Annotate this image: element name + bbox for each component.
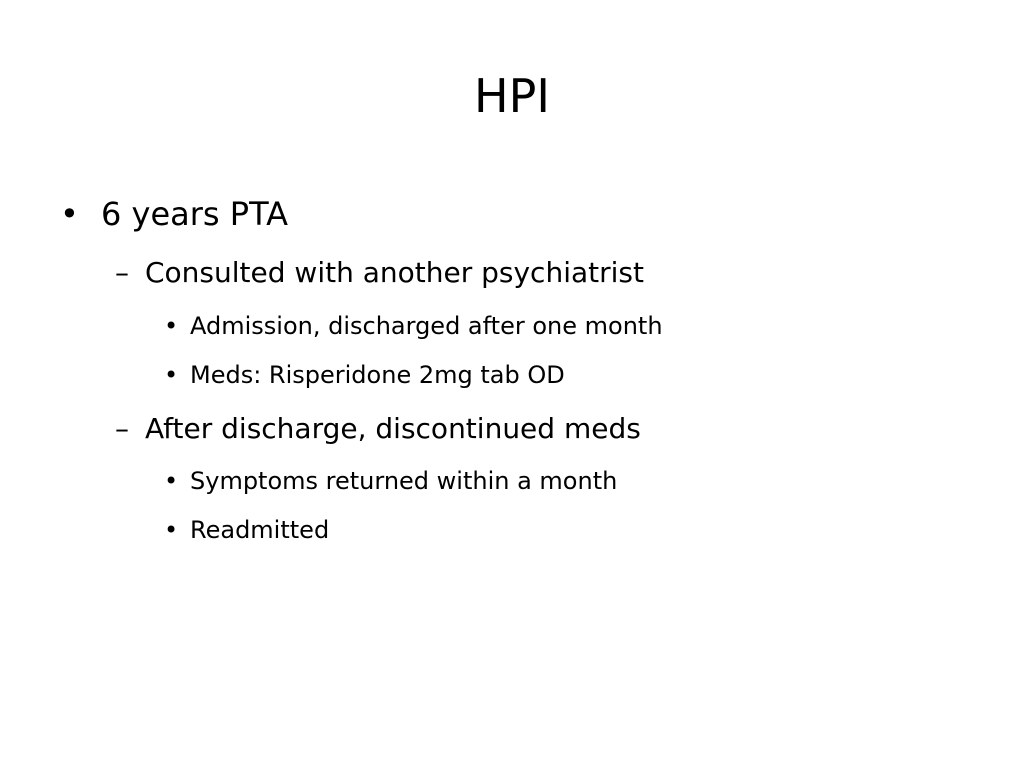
- dash-marker: –: [115, 256, 129, 289]
- bullet-text: Readmitted: [190, 516, 330, 544]
- dash-marker: –: [115, 412, 129, 445]
- bullet-text: Symptoms returned within a month: [190, 467, 618, 495]
- bullet-text: Consulted with another psychiatrist: [145, 256, 644, 289]
- slide-title: HPI: [474, 69, 550, 123]
- bullet-marker: •: [164, 312, 179, 340]
- bullet-text: 6 years PTA: [101, 195, 289, 233]
- bullet-text: Admission, discharged after one month: [190, 312, 663, 340]
- bullet-text: After discharge, discontinued meds: [145, 412, 641, 445]
- bullet-marker: •: [164, 516, 179, 544]
- bullet-marker: •: [164, 467, 179, 495]
- bullet-marker: •: [164, 361, 179, 389]
- bullet-text: Meds: Risperidone 2mg tab OD: [190, 361, 565, 389]
- bullet-marker: •: [60, 195, 79, 233]
